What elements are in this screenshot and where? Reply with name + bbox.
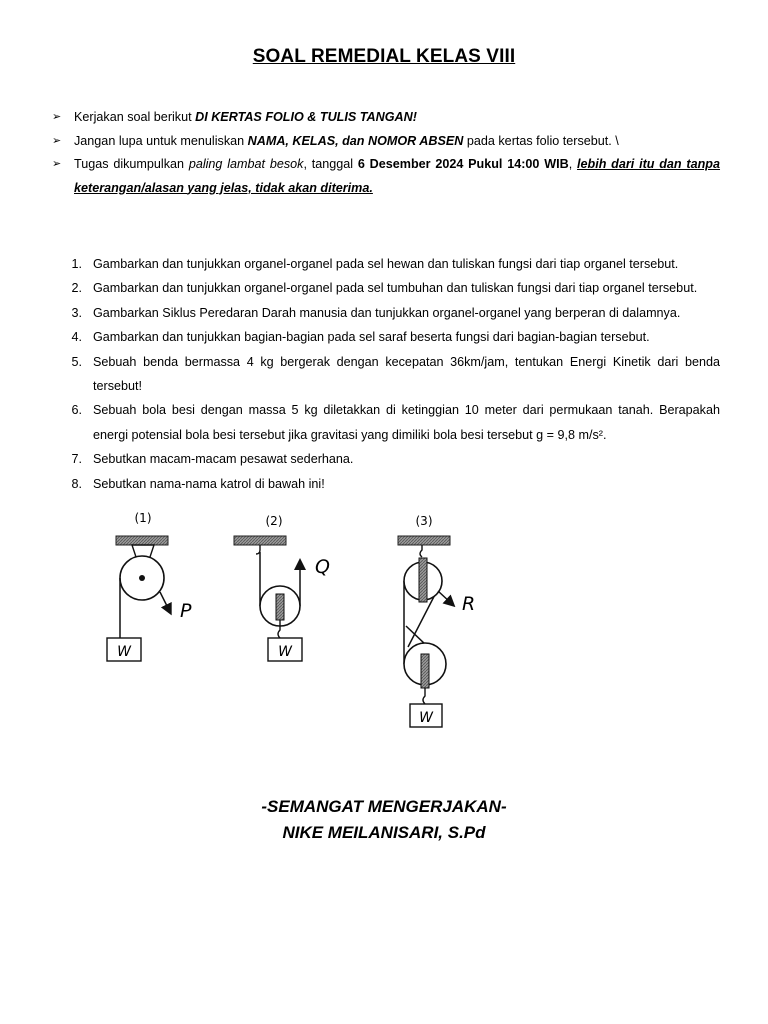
question-item bbox=[64, 301, 720, 325]
instruction-item bbox=[52, 153, 720, 200]
instruction-text: Tugas dikumpulkan bbox=[74, 157, 189, 171]
instruction-list bbox=[52, 106, 720, 200]
teacher-name: NIKE MEILANISARI, S.Pd bbox=[282, 823, 486, 842]
question-text: Gambarkan dan tunjukkan organel-organel pada sel tumbuhan dan tuliskan fungsi dari tiap organel tersebut. bbox=[93, 281, 698, 296]
question-number: 2. bbox=[71, 281, 82, 296]
deadline-text: 6 Desember 2024 Pukul 14:00 WIB bbox=[357, 157, 569, 171]
question-item bbox=[64, 252, 720, 276]
motivation-text: -SEMANGAT MENGERJAKAN- bbox=[261, 797, 507, 816]
weight-label: W bbox=[419, 710, 433, 726]
instruction-italic: paling lambat besok bbox=[188, 157, 304, 171]
force-label-q: Q bbox=[315, 556, 330, 578]
question-text: Sebutkan macam-macam pesawat sederhana. bbox=[93, 452, 354, 467]
instruction-text: Kerjakan soal berikut bbox=[74, 110, 196, 124]
question-number: 6. bbox=[71, 403, 82, 418]
question-item bbox=[64, 398, 720, 447]
instruction-text: , bbox=[568, 157, 577, 171]
movable-pulley-diagram bbox=[234, 514, 330, 661]
question-item bbox=[64, 350, 720, 399]
force-arrow bbox=[438, 591, 451, 603]
instruction-emphasis: DI KERTAS FOLIO & TULIS TANGAN! bbox=[195, 110, 417, 124]
force-arrow bbox=[160, 592, 169, 610]
page-title: SOAL REMEDIAL KELAS VIII bbox=[252, 46, 516, 67]
question-text: Sebutkan nama-nama katrol di bawah ini! bbox=[93, 476, 325, 491]
question-text: Gambarkan Siklus Peredaran Darah manusia dan tunjukkan organel-organel yang berperan di dalamnya. bbox=[93, 305, 681, 320]
question-number: 4. bbox=[71, 330, 82, 345]
question-item bbox=[64, 447, 720, 471]
question-text: Gambarkan dan tunjukkan organel-organel pada sel hewan dan tuliskan fungsi dari tiap organel tersebut. bbox=[93, 257, 679, 271]
question-number: 8. bbox=[71, 476, 82, 491]
instruction-text: pada kertas folio tersebut. \ bbox=[463, 133, 619, 148]
question-number: 1. bbox=[71, 257, 82, 271]
question-item bbox=[64, 325, 720, 349]
question-text: Sebuah bola besi dengan massa 5 kg diletakkan di ketinggian 10 meter dari permukaan tanah. Berapakah energi potensial bola besi tersebut jika gravitasi yang dimiliki bola besi tersebut g = 9,8 m/s². bbox=[93, 403, 720, 442]
pulley-frame bbox=[419, 558, 427, 602]
fixed-pulley-diagram bbox=[107, 511, 192, 661]
footer-signature bbox=[0, 794, 768, 846]
question-number: 7. bbox=[71, 452, 82, 467]
question-list bbox=[64, 252, 720, 496]
weight-label: W bbox=[117, 644, 131, 660]
pulley-frame bbox=[421, 654, 429, 688]
question-text: Gambarkan dan tunjukkan bagian-bagian pada sel saraf beserta fungsi dari bagian-bagian tersebut. bbox=[93, 330, 650, 345]
hook bbox=[420, 545, 422, 557]
hook bbox=[423, 688, 425, 704]
instruction-item bbox=[52, 130, 720, 154]
question-number: 5. bbox=[71, 354, 82, 369]
compound-pulley-diagram bbox=[398, 514, 475, 727]
ceiling-bar bbox=[398, 536, 450, 545]
weight-label: W bbox=[278, 644, 292, 660]
pulley-label-1: (1) bbox=[134, 511, 152, 525]
ceiling-bar bbox=[234, 536, 286, 545]
question-number: 3. bbox=[71, 305, 82, 320]
force-label-p: P bbox=[180, 600, 192, 622]
question-item bbox=[64, 472, 720, 496]
warning-text: lebih dari itu dan tanpa keterangan/alasan yang jelas, tidak akan diterima. bbox=[74, 157, 721, 195]
pulley-axle bbox=[139, 575, 145, 581]
pulley-label-3: (3) bbox=[415, 514, 433, 528]
instruction-text: Jangan lupa untuk menuliskan bbox=[74, 133, 248, 148]
question-text: Sebuah benda bermassa 4 kg bergerak dengan kecepatan 36km/jam, tentukan Energi Kinetik dari benda tersebut! bbox=[93, 354, 720, 394]
instruction-item bbox=[52, 106, 720, 130]
arrow-bullet-icon: ➢ bbox=[52, 111, 62, 123]
arrow-bullet-icon: ➢ bbox=[52, 158, 62, 170]
pulley-figure bbox=[96, 506, 476, 746]
question-item bbox=[64, 276, 720, 300]
ceiling-bar bbox=[116, 536, 168, 545]
force-label-r: R bbox=[462, 593, 476, 615]
pulley-label-2: (2) bbox=[265, 514, 283, 528]
instruction-text: , tanggal bbox=[303, 157, 358, 171]
instruction-emphasis: NAMA, KELAS, dan NOMOR ABSEN bbox=[247, 133, 464, 148]
arrow-bullet-icon: ➢ bbox=[52, 134, 62, 147]
pulley-frame bbox=[276, 594, 284, 620]
